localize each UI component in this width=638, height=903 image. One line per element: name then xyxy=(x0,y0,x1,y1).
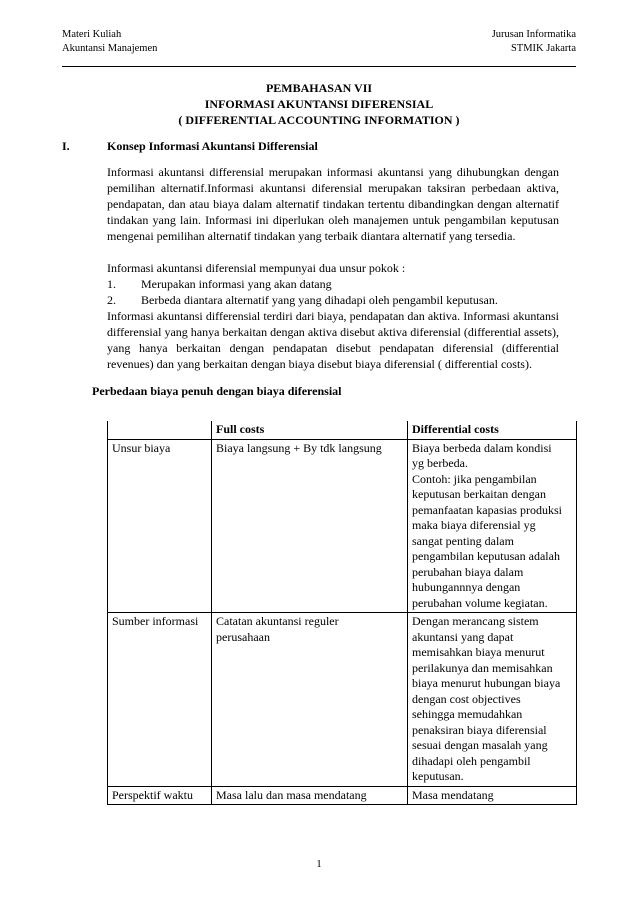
section-number: I. xyxy=(62,139,70,153)
cell-line: dengan cost objectives xyxy=(412,691,521,706)
header-subject: Akuntansi Manajemen xyxy=(62,43,158,54)
cell-line: perubahan volume kegiatan. xyxy=(412,595,548,610)
cell-line: akuntansi yang dapat xyxy=(412,629,514,644)
header-cell-empty xyxy=(108,421,212,439)
cell-line: biaya menurut hubungan biaya xyxy=(412,676,561,690)
cell-line: dihadapi oleh pengambil xyxy=(412,753,531,768)
cell-line: keputusan berkaitan dengan xyxy=(412,487,546,501)
cell-differential-costs xyxy=(408,613,577,787)
row-label: Sumber informasi xyxy=(108,613,212,787)
document-title xyxy=(62,80,576,128)
cell-line: pengambilan keputusan adalah xyxy=(412,549,560,563)
header-divider xyxy=(62,66,576,67)
cell-line: sehingga memudahkan xyxy=(412,707,523,721)
cell-line: Biaya berbeda dalam kondisi xyxy=(412,440,552,455)
row-label: Perspektif waktu xyxy=(108,786,212,805)
cell-line: Contoh: jika pengambilan xyxy=(412,471,537,486)
cell-line: keputusan. xyxy=(412,769,464,783)
header-cell-differential-costs: Differential costs xyxy=(408,421,577,439)
cell-line: memisahkan biaya menurut xyxy=(412,645,545,659)
cell-line: perubahan biaya dalam xyxy=(412,564,524,579)
list-item xyxy=(107,276,559,292)
table-heading: Perbedaan biaya penuh dengan biaya diferensial xyxy=(92,384,342,398)
table-row xyxy=(108,439,577,613)
paragraph-components: Informasi akuntansi differensial terdiri dari biaya, pendapatan dan aktiva. Informasi akuntansi differensial yang hanya berkaitan dengan aktiva disebut aktiva diferensial (differential assets), yang hanya berkaitan dengan pendapatan disebut pendapatan diferensial (differential revenues) dan yang berkaitan dengan biaya disebut biaya diferensial ( differential costs). xyxy=(107,309,559,371)
cell-line: perilakunya dan memisahkan xyxy=(412,660,553,675)
cell-line: perusahaan xyxy=(216,629,270,644)
paragraph-elements: Informasi akuntansi diferensial mempunyai dua unsur pokok : xyxy=(107,261,406,275)
section-title: Konsep Informasi Akuntansi Differensial xyxy=(107,139,318,153)
header-left xyxy=(62,28,157,56)
cell-line: sangat penting dalam xyxy=(412,533,514,548)
cell-line: yg berbeda. xyxy=(412,456,468,470)
cell-line: Catatan akuntansi reguler xyxy=(216,614,339,628)
header-department: Jurusan Informatika xyxy=(491,29,576,40)
paragraph-intro: Informasi akuntansi differensial merupakan informasi akuntansi yang dihubungkan dengan pemilihan alternatif.Informasi akuntansi diferensial merupakan taksiran perbedaan aktiva, pendapatan, dan atau biaya dalam alternatif tindakan tertentu dibandingkan dengan alternatif tindakan yang lain. Informasi ini diperlukan oleh manajemen untuk pengambilan keputusan mengenai pemilihan alternatif tindakan yang terbaik diantara alternatif yang tersedia. xyxy=(107,165,559,243)
cell-differential-costs: Masa mendatang xyxy=(408,786,577,805)
page-number: 1 xyxy=(316,858,322,870)
table-header-row xyxy=(108,421,577,439)
comparison-table xyxy=(107,421,577,805)
list-item-number: 1. xyxy=(107,277,116,291)
cell-full-costs: Biaya langsung + By tdk langsung xyxy=(212,439,408,613)
header-institution: STMIK Jakarta xyxy=(510,43,576,54)
header-course: Materi Kuliah xyxy=(62,29,122,40)
list-item-number: 2. xyxy=(107,293,116,307)
cell-full-costs xyxy=(212,613,408,787)
cell-differential-costs xyxy=(408,439,577,613)
header-cell-full-costs: Full costs xyxy=(212,421,408,439)
cell-line: penaksiran biaya diferensial xyxy=(412,722,547,737)
header-right xyxy=(492,28,576,56)
cell-line: maka biaya diferensial yg xyxy=(412,518,536,532)
cell-line: sesuai dengan masalah yang xyxy=(412,738,548,752)
list-item-text: Merupakan informasi yang akan datang xyxy=(141,277,332,291)
cell-line: Dengan merancang sistem xyxy=(412,614,539,628)
list-item-text: Berbeda diantara alternatif yang yang dihadapi oleh pengambil keputusan. xyxy=(141,293,498,307)
cell-line: pemanfaatan kapasias produksi xyxy=(412,502,562,517)
table-row xyxy=(108,786,577,805)
title-line-2: INFORMASI AKUNTANSI DIFERENSIAL xyxy=(204,97,434,111)
table-row xyxy=(108,613,577,787)
cell-full-costs: Masa lalu dan masa mendatang xyxy=(212,786,408,805)
title-line-1: PEMBAHASAN VII xyxy=(265,81,373,95)
list-item xyxy=(107,292,559,308)
cell-line: hubungannnya dengan xyxy=(412,580,521,594)
title-line-3: ( DIFFERENTIAL ACCOUNTING INFORMATION ) xyxy=(178,113,460,127)
row-label: Unsur biaya xyxy=(108,439,212,613)
